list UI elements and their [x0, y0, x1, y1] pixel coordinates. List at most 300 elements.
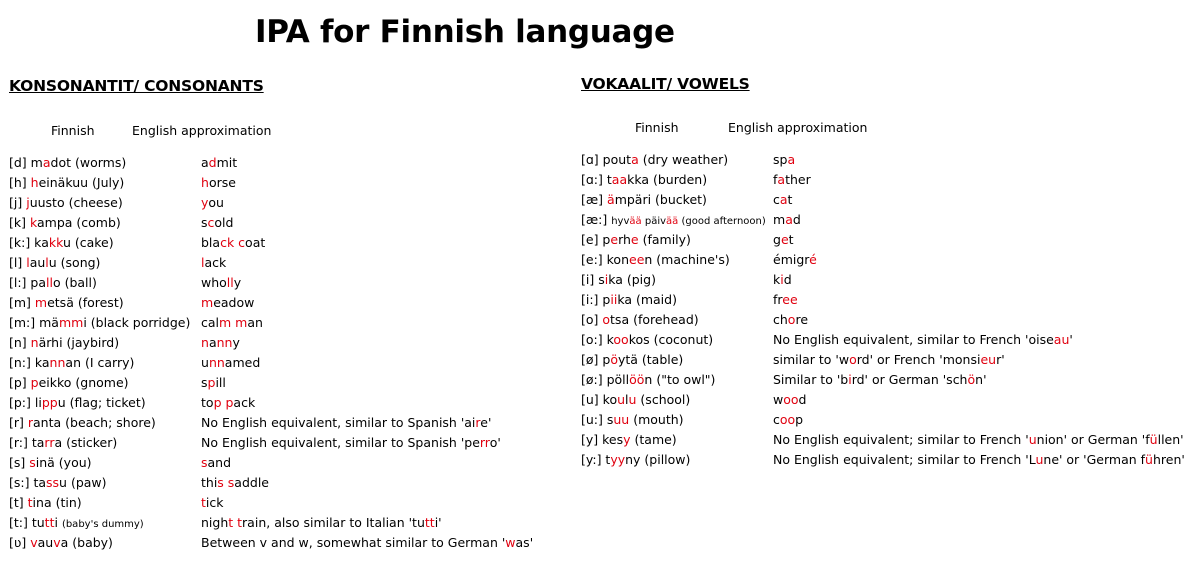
finnish-segment: ö: [610, 352, 618, 367]
english-segment: ack: [233, 395, 256, 410]
vowel-english-approximation: [773, 312, 808, 327]
finnish-segment: kka (burden): [627, 172, 708, 187]
english-segment: a: [787, 152, 796, 167]
english-segment: eadow: [213, 295, 255, 310]
vowel-english-approximation: [773, 412, 803, 427]
english-segment: a: [777, 172, 786, 187]
english-segment: k: [773, 272, 781, 287]
english-segment: y: [233, 275, 242, 290]
finnish-segment: ii: [610, 292, 618, 307]
finnish-segment: nn: [49, 355, 66, 370]
consonant-row: [9, 413, 621, 433]
consonant-row: [9, 153, 621, 173]
finnish-segment: mpäri (bucket): [614, 192, 707, 207]
finnish-segment: a: [42, 155, 51, 170]
finnish-segment: ka (maid): [617, 292, 677, 307]
finnish-segment: a: [631, 152, 639, 167]
finnish-segment: (family): [638, 232, 691, 247]
english-segment: e: [780, 232, 789, 247]
finnish-segment: kos (coconut): [628, 332, 714, 347]
finnish-segment: ää: [629, 216, 642, 227]
english-segment: No English equivalent; similar to French 'L: [773, 452, 1036, 467]
finnish-segment: l: [45, 255, 49, 270]
english-segment: y: [201, 195, 209, 210]
english-segment: m: [773, 212, 786, 227]
english-segment: ': [1069, 332, 1073, 347]
english-segment: to: [201, 395, 214, 410]
consonant-english-approximation: [201, 375, 226, 390]
consonant-row: [9, 393, 621, 413]
finnish-segment: ampa (comb): [37, 215, 121, 230]
finnish-segment: [r]: [9, 415, 28, 430]
finnish-segment: einäkuu (July): [38, 175, 125, 190]
english-segment: d: [792, 212, 801, 227]
finnish-segment: [h]: [9, 175, 31, 190]
consonant-row: [9, 273, 621, 293]
english-segment: nn: [216, 335, 233, 350]
english-segment: ch: [773, 312, 788, 327]
consonant-finnish-word: [9, 355, 134, 370]
finnish-segment: inä (you): [35, 455, 92, 470]
vowel-english-approximation: [773, 292, 798, 307]
english-segment: r: [475, 415, 481, 430]
english-segment: p p: [213, 395, 234, 410]
english-segment: Similar to 'b: [773, 372, 849, 387]
english-segment: rd' or French 'monsi: [856, 352, 981, 367]
english-segment: tt: [424, 515, 435, 530]
vowel-row: [581, 210, 1193, 230]
english-segment: ee: [782, 292, 798, 307]
finnish-segment: ä: [607, 192, 615, 207]
consonant-row: [9, 293, 621, 313]
finnish-segment: (good afternoon): [678, 216, 766, 227]
finnish-segment: i: [604, 272, 609, 287]
finnish-segment: ää: [666, 216, 679, 227]
finnish-segment: a (sticker): [54, 435, 118, 450]
consonant-english-approximation: [201, 175, 236, 190]
finnish-segment: e: [630, 232, 639, 247]
finnish-segment: l: [26, 255, 30, 270]
finnish-segment: u (flag; ticket): [57, 395, 146, 410]
consonant-english-approximation: [201, 275, 241, 290]
finnish-segment: [y:] t: [581, 452, 611, 467]
finnish-segment: tt: [44, 515, 55, 530]
finnish-segment: [j]: [9, 195, 27, 210]
finnish-segment: au: [37, 535, 54, 550]
finnish-segment: ee: [629, 252, 645, 267]
vowel-row: [581, 410, 1193, 430]
finnish-segment: o (ball): [52, 275, 97, 290]
vowel-row: [581, 370, 1193, 390]
english-segment: i': [434, 515, 442, 530]
english-segment: m m: [219, 315, 248, 330]
consonant-finnish-word: [9, 455, 92, 470]
finnish-segment: u (song): [48, 255, 101, 270]
english-segment: rain, also similar to Italian 'tu: [242, 515, 425, 530]
english-segment: c: [773, 192, 780, 207]
english-segment: sp: [773, 152, 788, 167]
english-segment: l: [201, 255, 205, 270]
consonant-english-approximation: [201, 195, 224, 210]
english-segment: No English equivalent; similar to French ': [773, 432, 1029, 447]
finnish-segment: aa: [611, 172, 628, 187]
finnish-segment: [n]: [9, 335, 31, 350]
finnish-segment: (tame): [630, 432, 677, 447]
consonant-row: [9, 453, 621, 473]
vowel-finnish-word: [581, 232, 691, 247]
english-segment: m: [201, 295, 214, 310]
finnish-segment: [ø] p: [581, 352, 611, 367]
finnish-segment: ll: [46, 275, 53, 290]
page-title: IPA for Finnish language: [255, 14, 675, 50]
finnish-segment: [p:] li: [9, 395, 42, 410]
finnish-segment: n ("to owl"): [644, 372, 716, 387]
consonant-finnish-word: [9, 255, 100, 270]
consonant-english-approximation: [201, 215, 233, 230]
english-segment: a: [785, 212, 793, 227]
english-segment: oo: [779, 412, 796, 427]
consonant-row: [9, 513, 621, 533]
english-segment: oo: [783, 392, 799, 407]
consonant-row: [9, 313, 621, 333]
english-segment: u: [1028, 432, 1037, 447]
english-segment: a: [779, 192, 788, 207]
vowel-finnish-word: [581, 432, 677, 447]
english-segment: nn: [208, 355, 225, 370]
english-segment: c: [207, 215, 215, 230]
consonant-row: [9, 533, 621, 553]
finnish-segment: [o]: [581, 312, 603, 327]
finnish-segment: (baby's dummy): [61, 519, 144, 530]
vowel-row: [581, 290, 1193, 310]
english-segment: bla: [201, 235, 221, 250]
english-segment: as': [515, 535, 534, 550]
finnish-segment: [y] kes: [581, 432, 624, 447]
english-segment: f: [773, 172, 778, 187]
finnish-segment: [k:] ka: [9, 235, 49, 250]
vowel-row: [581, 390, 1193, 410]
consonant-row: [9, 373, 621, 393]
consonant-finnish-word: [9, 415, 156, 430]
vowel-finnish-word: [581, 312, 699, 327]
english-segment: ll: [226, 275, 234, 290]
vowel-english-approximation: [773, 372, 987, 387]
english-segment: re: [795, 312, 809, 327]
finnish-segment: v: [30, 535, 38, 550]
english-segment: au: [1053, 332, 1070, 347]
finnish-segment: ka (pig): [608, 272, 656, 287]
english-segment: y: [232, 335, 240, 350]
english-segment: a: [208, 335, 217, 350]
english-segment: u: [201, 355, 209, 370]
consonant-english-approximation: [201, 535, 533, 550]
english-segment: similar to 'w: [773, 352, 850, 367]
consonant-finnish-word: [9, 435, 117, 450]
vowel-row: [581, 250, 1193, 270]
english-segment: mit: [216, 155, 238, 170]
vowel-english-approximation: [773, 252, 817, 267]
finnish-segment: [e] p: [581, 232, 611, 247]
vowel-english-approximation: [773, 332, 1073, 347]
english-segment: cal: [201, 315, 220, 330]
finnish-segment: ny (pillow): [625, 452, 691, 467]
consonants-col-finnish: Finnish: [51, 123, 95, 138]
english-segment: c: [773, 412, 780, 427]
vowel-english-approximation: [773, 212, 801, 227]
english-segment: n': [975, 372, 987, 387]
consonant-finnish-word: [9, 535, 113, 550]
finnish-segment: hyv: [611, 216, 630, 227]
finnish-segment: u (cake): [62, 235, 114, 250]
vowel-finnish-word: [581, 372, 715, 387]
english-segment: oat: [245, 235, 266, 250]
english-segment: llen': [1157, 432, 1184, 447]
finnish-segment: an (I carry): [65, 355, 135, 370]
english-segment: No English equivalent, similar to Spanish 'pe: [201, 435, 480, 450]
finnish-segment: p: [30, 375, 39, 390]
finnish-segment: etsä (forest): [47, 295, 124, 310]
english-segment: s s: [217, 475, 235, 490]
vowel-finnish-word: [581, 452, 690, 467]
finnish-segment: [i:] p: [581, 292, 611, 307]
finnish-segment: ärhi (jaybird): [38, 335, 120, 350]
consonant-finnish-word: [9, 275, 97, 290]
vowel-english-approximation: [773, 272, 792, 287]
english-segment: s: [201, 455, 208, 470]
finnish-segment: anta (beach; shore): [33, 415, 156, 430]
finnish-segment: m: [34, 295, 48, 310]
vowel-english-approximation: [773, 192, 792, 207]
finnish-segment: [æ:]: [581, 212, 612, 227]
consonant-english-approximation: [201, 415, 491, 430]
vowel-row: [581, 450, 1193, 470]
english-segment: n: [201, 335, 209, 350]
english-segment: addle: [234, 475, 269, 490]
finnish-segment: [m:] mä: [9, 315, 59, 330]
consonant-row: [9, 253, 621, 273]
finnish-segment: t: [27, 495, 33, 510]
consonants-col-english: English approximation: [132, 123, 272, 138]
english-segment: d: [208, 155, 217, 170]
finnish-segment: ss: [46, 475, 60, 490]
english-segment: fr: [773, 292, 783, 307]
consonant-finnish-word: [9, 215, 121, 230]
finnish-segment: r: [27, 415, 34, 430]
vowel-row: [581, 350, 1193, 370]
english-segment: i: [780, 272, 784, 287]
english-segment: rd' or German 'sch: [851, 372, 968, 387]
finnish-segment: öö: [629, 372, 645, 387]
finnish-segment: [i] s: [581, 272, 605, 287]
finnish-segment: (dry weather): [638, 152, 729, 167]
english-segment: ü: [1149, 432, 1158, 447]
english-segment: ack: [204, 255, 227, 270]
english-segment: s: [201, 215, 208, 230]
consonant-finnish-word: [9, 515, 144, 530]
vowel-row: [581, 430, 1193, 450]
vowel-finnish-word: [581, 352, 683, 367]
english-segment: ü: [1145, 452, 1153, 467]
finnish-segment: eikko (gnome): [38, 375, 129, 390]
vowel-english-approximation: [773, 352, 1005, 367]
vowel-finnish-word: [581, 392, 690, 407]
consonant-english-approximation: [201, 155, 237, 170]
english-segment: p: [207, 375, 216, 390]
consonant-english-approximation: [201, 495, 224, 510]
finnish-segment: au: [29, 255, 46, 270]
consonant-row: [9, 432, 624, 453]
english-segment: émigr: [773, 252, 810, 267]
finnish-segment: u: [628, 392, 637, 407]
vowels-col-finnish: Finnish: [635, 120, 679, 135]
finnish-segment: [ɑ] pout: [581, 152, 632, 167]
finnish-segment: [l:] pa: [9, 275, 47, 290]
finnish-segment: [r:] ta: [9, 435, 45, 450]
consonant-english-approximation: [201, 255, 226, 270]
english-segment: t: [788, 232, 794, 247]
english-segment: amed: [224, 355, 261, 370]
finnish-segment: kk: [48, 235, 63, 250]
english-segment: nion' or German 'f: [1036, 432, 1150, 447]
vowel-finnish-word: [581, 192, 707, 207]
finnish-segment: v: [53, 535, 61, 550]
vowel-english-approximation: [773, 232, 794, 247]
finnish-segment: j: [26, 195, 30, 210]
english-segment: Between v and w, somewhat similar to German ': [201, 535, 506, 550]
finnish-segment: l: [625, 392, 629, 407]
consonant-finnish-word: [9, 175, 124, 190]
english-segment: w: [505, 535, 516, 550]
consonant-finnish-word: [9, 375, 129, 390]
english-segment: ou: [208, 195, 224, 210]
vowel-english-approximation: [773, 152, 795, 167]
finnish-segment: i: [54, 515, 62, 530]
english-segment: hren': [1152, 452, 1185, 467]
finnish-segment: tsa (forehead): [610, 312, 699, 327]
finnish-segment: [l]: [9, 255, 27, 270]
english-segment: d: [783, 272, 792, 287]
finnish-segment: ina (tin): [32, 495, 82, 510]
vowels-heading: VOKAALIT/ VOWELS: [581, 75, 750, 93]
consonant-row: [9, 493, 621, 513]
finnish-segment: e: [610, 232, 619, 247]
finnish-segment: pp: [41, 395, 58, 410]
finnish-segment: [ʋ]: [9, 535, 31, 550]
vowel-row: [581, 310, 1193, 330]
finnish-segment: k: [29, 215, 37, 230]
finnish-segment: i (black porridge): [83, 315, 191, 330]
finnish-segment: rh: [618, 232, 631, 247]
english-segment: t: [787, 192, 793, 207]
vowel-finnish-word: [581, 412, 684, 427]
finnish-segment: [u:] s: [581, 412, 614, 427]
finnish-segment: y: [623, 432, 631, 447]
consonant-row: [9, 473, 621, 493]
english-segment: old: [214, 215, 234, 230]
english-segment: ne' or 'German f: [1043, 452, 1146, 467]
vowel-row: [581, 270, 1193, 290]
vowel-finnish-word: [581, 252, 730, 267]
consonant-row: [9, 213, 621, 233]
finnish-segment: h: [30, 175, 39, 190]
english-segment: o: [787, 312, 796, 327]
consonant-finnish-word: [9, 335, 119, 350]
finnish-segment: yy: [610, 452, 626, 467]
english-segment: No English equivalent, similar to French 'oise: [773, 332, 1054, 347]
vowel-row: [581, 150, 1193, 170]
finnish-segment: u: [617, 392, 626, 407]
finnish-segment: [s]: [9, 455, 30, 470]
consonant-row: [9, 353, 621, 373]
english-segment: r': [996, 352, 1005, 367]
vowel-finnish-word: [581, 292, 677, 307]
english-segment: h: [201, 175, 209, 190]
vowel-finnish-word: [581, 212, 766, 227]
english-segment: d: [798, 392, 807, 407]
english-segment: w: [773, 392, 784, 407]
vowel-row: [581, 190, 1193, 210]
finnish-segment: n: [30, 335, 39, 350]
english-segment: a: [201, 155, 209, 170]
consonant-english-approximation: [201, 475, 269, 490]
finnish-segment: u (paw): [59, 475, 107, 490]
finnish-segment: s: [29, 455, 36, 470]
vowel-finnish-word: [581, 272, 656, 287]
consonant-finnish-word: [9, 315, 190, 330]
consonant-english-approximation: [201, 235, 265, 250]
consonant-english-approximation: [201, 355, 260, 370]
english-segment: ill: [215, 375, 226, 390]
finnish-segment: (mouth): [629, 412, 684, 427]
english-segment: ick: [205, 495, 224, 510]
english-segment: o: [849, 352, 857, 367]
english-segment: orse: [208, 175, 236, 190]
finnish-segment: [m]: [9, 295, 35, 310]
english-segment: No English equivalent, similar to Spanish 'ai: [201, 415, 476, 430]
finnish-segment: [e:] kon: [581, 252, 629, 267]
english-segment: eu: [980, 352, 997, 367]
consonant-english-approximation: [201, 335, 240, 350]
english-segment: o': [489, 435, 501, 450]
english-segment: ther: [785, 172, 811, 187]
vowel-english-approximation: [773, 452, 1185, 467]
finnish-segment: [o:] k: [581, 332, 614, 347]
finnish-segment: [k]: [9, 215, 30, 230]
finnish-segment: [t:] tu: [9, 515, 45, 530]
vowel-finnish-word: [581, 172, 707, 187]
english-segment: who: [201, 275, 227, 290]
finnish-segment: o: [602, 312, 611, 327]
consonant-english-approximation: [201, 315, 263, 330]
finnish-segment: oo: [613, 332, 629, 347]
finnish-segment: uusto (cheese): [29, 195, 123, 210]
finnish-segment: [s:] ta: [9, 475, 47, 490]
vowel-row: [581, 230, 1193, 250]
finnish-segment: (school): [636, 392, 691, 407]
consonant-finnish-word: [9, 155, 126, 170]
finnish-segment: mm: [58, 315, 84, 330]
english-segment: thi: [201, 475, 218, 490]
finnish-segment: [æ]: [581, 192, 608, 207]
english-segment: e': [480, 415, 492, 430]
english-segment: p: [795, 412, 804, 427]
english-segment: rr: [479, 435, 490, 450]
consonants-heading: KONSONANTIT/ CONSONANTS: [9, 77, 264, 95]
english-segment: ö: [967, 372, 976, 387]
vowels-col-english: English approximation: [728, 120, 868, 135]
vowel-finnish-word: [581, 152, 728, 167]
finnish-segment: [ɑ:] t: [581, 172, 612, 187]
